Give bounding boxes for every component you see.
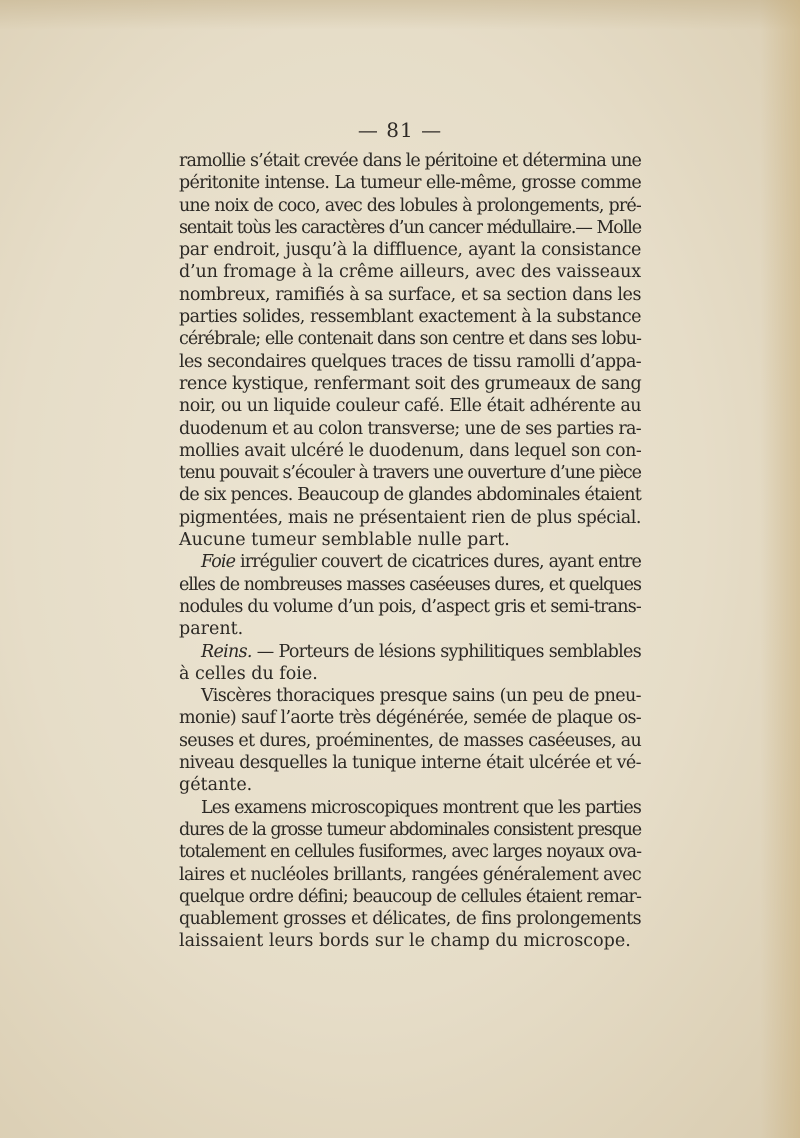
text-line: parties solides, ressemblant exactement à la substance xyxy=(179,307,641,328)
text-line: gétante. xyxy=(179,775,253,796)
text-line: laissaient leurs bords sur le champ du microscope. xyxy=(179,931,631,952)
text-line: de six pences. Beaucoup de glandes abdominales étaient xyxy=(179,485,641,506)
text-line: les secondaires quelques traces de tissu ramolli d’appa- xyxy=(179,351,641,372)
text-line: à celles du foie. xyxy=(179,663,318,684)
text-line: Les examens microscopiques montrent que les parties xyxy=(201,797,641,818)
text-line: ramollie s’était crevée dans le péritoine et détermina une xyxy=(179,151,642,171)
text-line: nombreux, ramifiés à sa surface, et sa section dans les xyxy=(179,284,641,305)
text-line: sentait toùs les caractères d’un cancer médullaire.— Molle xyxy=(179,217,641,238)
text-line: d’un fromage à la crême ailleurs, avec des vaisseaux xyxy=(179,262,641,283)
text-line: pigmentées, mais ne présentaient rien de plus spécial. xyxy=(179,507,641,528)
text-line: nodules du volume d’un pois, d’aspect gris et semi-trans- xyxy=(179,596,641,617)
text-line: dures de la grosse tumeur abdominales consistent presque xyxy=(179,819,641,840)
page-edge-shading xyxy=(760,0,800,1138)
body-text xyxy=(179,150,641,953)
text-line: totalement en cellules fusiformes, avec larges noyaux ova- xyxy=(179,842,641,863)
text-line: quablement grosses et délicates, de fins prolongements xyxy=(179,909,641,930)
text-line: péritonite intense. La tumeur elle-même, grosse comme xyxy=(179,173,641,194)
text-line: Foie irrégulier couvert de cicatrices dures, ayant entre xyxy=(201,552,641,573)
italic-term: Reins. xyxy=(201,641,252,662)
text-line: Reins. — Porteurs de lésions syphilitiques semblables xyxy=(201,641,641,662)
text-line: Viscères thoraciques presque sains (un peu de pneu- xyxy=(201,686,641,707)
text-line: une noix de coco, avec des lobules à prolongements, pré- xyxy=(179,195,641,216)
text-line: monie) sauf l’aorte très dégénérée, semée de plaque os- xyxy=(179,708,641,729)
text-line: laires et nucléoles brillants, rangées généralement avec xyxy=(179,864,641,885)
text-line: rence kystique, renfermant soit des grumeaux de sang xyxy=(179,373,642,394)
text-line: elles de nombreuses masses caséeuses dures, et quelques xyxy=(179,574,641,595)
text-line: mollies avait ulcéré le duodenum, dans lequel son con- xyxy=(179,440,642,461)
text-line: parent. xyxy=(179,619,244,640)
text-line: niveau desquelles la tunique interne était ulcérée et vé- xyxy=(179,753,641,774)
text-line: tenu pouvait s’écouler à travers une ouverture d’une pièce xyxy=(179,463,641,484)
text-line: par endroit, jusqu’à la diffluence, ayant la consistance xyxy=(179,240,641,261)
text-line: duodenum et au colon transverse; une de ses parties ra- xyxy=(179,418,641,439)
text-line: cérébrale; elle contenait dans son centre et dans ses lobu- xyxy=(179,329,641,350)
italic-term: Foie xyxy=(201,552,236,573)
page-number: — 81 — xyxy=(357,118,443,142)
text-line: noir, ou un liquide couleur café. Elle était adhérente au xyxy=(179,396,641,417)
text-line: quelque ordre défini; beaucoup de cellules étaient remar- xyxy=(179,886,641,907)
text-line: seuses et dures, proéminentes, de masses caséeuses, au xyxy=(179,730,641,751)
page-top-shading xyxy=(0,0,800,30)
text-line: Aucune tumeur semblable nulle part. xyxy=(179,530,510,551)
